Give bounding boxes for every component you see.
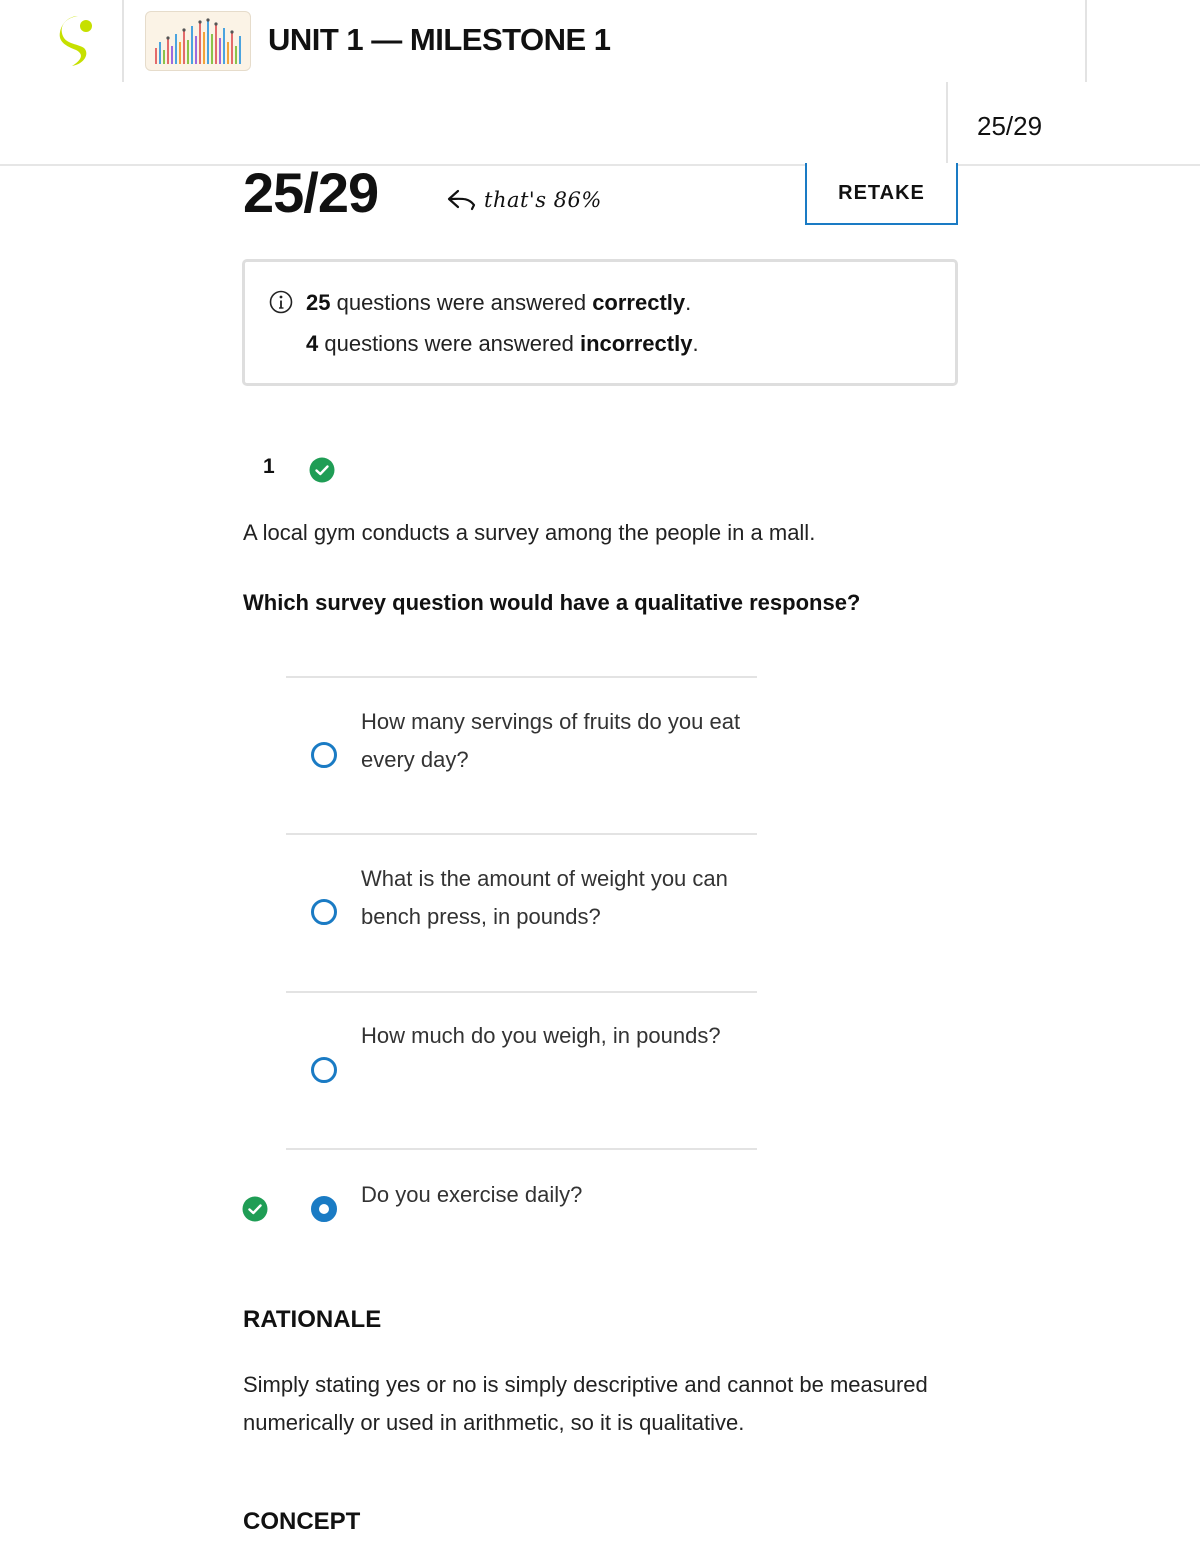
rationale-text: Simply stating yes or no is simply descriptive and cannot be measured numerically or used in arithmetic, so it is qualitative.	[243, 1372, 928, 1435]
option-radio-4-selected[interactable]	[311, 1196, 337, 1222]
big-score: 25/29	[243, 161, 379, 224]
incorrect-word: incorrectly	[579, 331, 693, 356]
option-divider	[286, 676, 757, 678]
option-divider	[286, 1148, 757, 1150]
option-text-2: What is the amount of weight you can bench press, in pounds?	[361, 866, 728, 929]
option-radio-2[interactable]	[311, 899, 337, 925]
subheader-border-end	[1170, 164, 1200, 166]
score-divider	[946, 82, 948, 166]
retake-button[interactable]: RETAKE	[805, 163, 958, 225]
rationale-heading: RATIONALE	[243, 1306, 382, 1333]
header-divider-right	[1085, 0, 1087, 82]
option-text-4: Do you exercise daily?	[361, 1182, 583, 1207]
curved-arrow-icon	[446, 187, 478, 213]
option-radio-3[interactable]	[311, 1057, 337, 1083]
correct-summary-text: questions were answered	[330, 290, 593, 315]
question-ask: Which survey question would have a qualitative response?	[243, 590, 861, 615]
correct-word: correctly	[592, 290, 686, 315]
question-number: 1	[263, 455, 275, 478]
incorrect-summary	[306, 331, 699, 357]
page-title: UNIT 1 — MILESTONE 1	[268, 22, 611, 57]
option-text-3: How much do you weigh, in pounds?	[361, 1023, 721, 1048]
info-icon	[269, 290, 293, 314]
bar-chart-thumbnail-icon	[146, 12, 251, 71]
correct-period: .	[685, 290, 692, 315]
incorrect-period: .	[692, 331, 699, 356]
correct-count: 25	[306, 290, 331, 315]
option-radio-1[interactable]	[311, 742, 337, 768]
correct-answer-check-icon	[242, 1196, 268, 1222]
option-divider	[286, 833, 757, 835]
course-thumbnail	[145, 11, 251, 71]
correct-summary	[306, 290, 691, 316]
results-summary	[242, 259, 958, 386]
brand-logo-icon[interactable]	[56, 14, 96, 68]
incorrect-summary-text: questions were answered	[318, 331, 580, 356]
option-text-1: How many servings of fruits do you eat every day?	[361, 709, 741, 772]
score-percent-note: that's 86%	[484, 188, 602, 212]
incorrect-count: 4	[306, 331, 319, 356]
concept-heading: CONCEPT	[243, 1508, 361, 1535]
question-prompt: A local gym conducts a survey among the people in a mall.	[243, 520, 816, 545]
header-score: 25/29	[977, 111, 1043, 141]
subheader-border	[0, 164, 1170, 166]
score-annotation	[446, 183, 602, 217]
option-divider	[286, 991, 757, 993]
check-circle-icon	[309, 457, 335, 483]
header-divider	[122, 0, 124, 82]
